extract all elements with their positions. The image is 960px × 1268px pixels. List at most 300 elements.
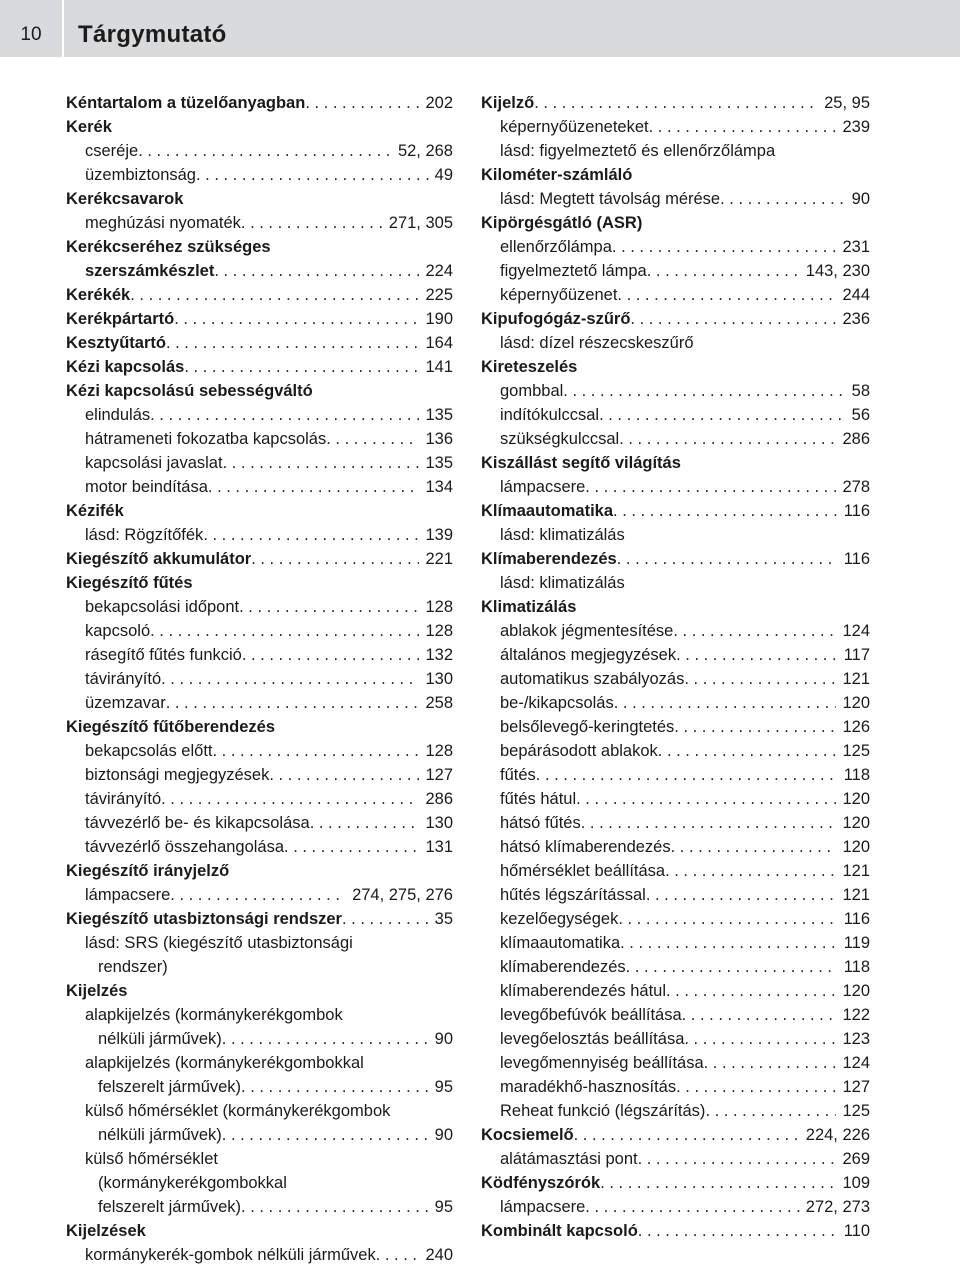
dot-leader	[638, 1219, 838, 1243]
index-entry	[66, 571, 453, 595]
index-term: ellenőrzőlámpa	[500, 238, 612, 256]
dot-leader	[208, 475, 420, 499]
dot-leader	[166, 691, 420, 715]
index-term: alátámasztási pont	[500, 1150, 638, 1168]
dot-leader	[682, 1003, 837, 1027]
index-page-ref: 134	[425, 478, 453, 496]
index-page-ref: 271, 305	[388, 214, 453, 232]
index-entry	[481, 475, 870, 499]
index-entry	[66, 715, 453, 739]
index-term: távvezérlő összehangolása	[85, 838, 285, 856]
index-page-ref: 124	[842, 622, 870, 640]
index-page-ref: 225	[425, 286, 453, 304]
index-term: felszerelt járművek)	[98, 1198, 242, 1216]
index-term: általános megjegyzések	[500, 646, 677, 664]
index-entry	[481, 139, 870, 163]
dot-leader	[184, 355, 419, 379]
page-number: 10	[20, 24, 42, 45]
index-entry	[66, 307, 453, 331]
index-entry	[66, 115, 453, 139]
dot-leader	[676, 1075, 836, 1099]
dot-leader	[620, 931, 838, 955]
dot-leader	[585, 1195, 799, 1219]
index-entry	[481, 907, 870, 931]
index-entry	[481, 523, 870, 547]
index-term: Kijelzések	[66, 1222, 146, 1240]
dot-leader	[241, 1075, 429, 1099]
index-page-ref: 95	[434, 1198, 453, 1216]
index-page-ref: 224, 226	[805, 1126, 870, 1144]
index-term: lásd: SRS (kiegészítő utasbiztonsági	[85, 934, 353, 952]
index-entry	[66, 379, 453, 403]
dot-leader	[649, 115, 837, 139]
dot-leader	[222, 1027, 429, 1051]
dot-leader	[665, 859, 836, 883]
index-page-ref: 25, 95	[824, 94, 870, 112]
index-page-ref: 141	[425, 358, 453, 376]
index-entry	[66, 1195, 453, 1219]
index-term: hátrameneti fokozatba kapcsolás	[85, 430, 327, 448]
index-entry	[481, 1099, 870, 1123]
index-page-ref: 90	[851, 190, 870, 208]
index-term: Kerék	[66, 118, 112, 136]
index-page-ref: 258	[425, 694, 453, 712]
dot-leader	[241, 1195, 429, 1219]
index-entry	[481, 667, 870, 691]
index-entry	[66, 667, 453, 691]
index-entry	[481, 1123, 870, 1147]
index-entry	[481, 283, 870, 307]
dot-leader	[310, 811, 420, 835]
dot-leader	[599, 403, 846, 427]
index-term: szükségkulccsal	[500, 430, 620, 448]
dot-leader	[242, 643, 420, 667]
index-page-ref: 224	[425, 262, 453, 280]
dot-leader	[213, 739, 420, 763]
index-entry	[66, 643, 453, 667]
index-term: fűtés hátul	[500, 790, 577, 808]
index-term: lásd: Megtett távolság mérése	[500, 190, 721, 208]
index-entry	[481, 1195, 870, 1219]
index-entry	[66, 1243, 453, 1267]
index-term: üzemzavar	[85, 694, 166, 712]
dot-leader	[671, 835, 837, 859]
index-page-ref: 135	[425, 406, 453, 424]
index-page-ref: 164	[425, 334, 453, 352]
dot-leader	[376, 1243, 420, 1267]
index-term: Kiegészítő fűtőberendezés	[66, 718, 276, 736]
index-page-ref: 128	[425, 598, 453, 616]
index-term: kormánykerék-gombok nélküli járművek	[85, 1246, 376, 1264]
dot-leader	[617, 283, 836, 307]
index-term: lámpacsere	[500, 1198, 586, 1216]
index-entry	[481, 427, 870, 451]
index-page-ref: 128	[425, 622, 453, 640]
index-term: bekapcsolási időpont	[85, 598, 240, 616]
index-term: Klímaberendezés	[481, 550, 617, 568]
index-page-ref: 118	[843, 958, 870, 976]
index-entry	[66, 475, 453, 499]
index-page-ref: 278	[842, 478, 870, 496]
dot-leader	[150, 403, 419, 427]
index-term: fűtés	[500, 766, 536, 784]
index-term: bekapcsolás előtt	[85, 742, 213, 760]
index-term: kezelőegységek	[500, 910, 619, 928]
index-page-ref: 131	[425, 838, 453, 856]
index-entry	[481, 1171, 870, 1195]
dot-leader	[536, 763, 838, 787]
index-entry	[481, 499, 870, 523]
index-term: indítókulccsal	[500, 406, 600, 424]
index-page-ref: 123	[842, 1030, 870, 1048]
dot-leader	[676, 643, 838, 667]
dot-leader	[614, 691, 837, 715]
index-term: hőmérséklet beállítása	[500, 862, 666, 880]
dot-leader	[630, 307, 836, 331]
index-entry	[66, 235, 453, 259]
index-term: Klímaautomatika	[481, 502, 614, 520]
index-entry	[481, 955, 870, 979]
index-entry	[481, 547, 870, 571]
index-page-ref: 117	[843, 646, 870, 664]
dot-leader	[684, 667, 836, 691]
dot-leader	[720, 187, 846, 211]
index-term: Kipufogógáz-szűrő	[481, 310, 631, 328]
index-term: kapcsolási javaslat	[85, 454, 223, 472]
index-entry	[481, 307, 870, 331]
dot-leader	[150, 619, 419, 643]
index-page-ref: 121	[842, 862, 870, 880]
index-term: Kijelzés	[66, 982, 128, 1000]
index-term: lámpacsere	[85, 886, 171, 904]
index-page-ref: 132	[425, 646, 453, 664]
index-entry	[66, 1003, 453, 1027]
index-entry	[66, 211, 453, 235]
index-entry	[66, 907, 453, 931]
index-page-ref: 202	[425, 94, 453, 112]
index-page-ref: 90	[434, 1126, 453, 1144]
index-term: Kiegészítő irányjelző	[66, 862, 230, 880]
dot-leader	[166, 331, 420, 355]
dot-leader	[170, 883, 346, 907]
index-page-ref: 120	[842, 790, 870, 808]
index-page-ref: 135	[425, 454, 453, 472]
index-term: figyelmeztető lámpa	[500, 262, 647, 280]
index-column-left	[66, 91, 453, 1267]
index-page-ref: 116	[843, 502, 870, 520]
index-page-ref: 286	[425, 790, 453, 808]
index-entry	[481, 619, 870, 643]
index-entry	[66, 139, 453, 163]
dot-leader	[251, 547, 419, 571]
index-entry	[66, 811, 453, 835]
index-entry	[66, 499, 453, 523]
index-term: belsőlevegő-keringtetés	[500, 718, 675, 736]
index-entry	[481, 115, 870, 139]
index-entry	[66, 1147, 453, 1171]
index-entry	[481, 163, 870, 187]
dot-leader	[174, 307, 419, 331]
index-term: Kéntartalom a tüzelőanyagban	[66, 94, 306, 112]
dot-leader	[705, 1099, 836, 1123]
index-page-ref: 90	[434, 1030, 453, 1048]
index-page-ref: 136	[425, 430, 453, 448]
index-term: biztonsági megjegyzések	[85, 766, 270, 784]
index-term: külső hőmérséklet	[85, 1150, 218, 1168]
dot-leader	[674, 715, 836, 739]
index-entry	[66, 763, 453, 787]
index-page-ref: 127	[425, 766, 453, 784]
dot-leader	[585, 475, 836, 499]
index-term: képernyőüzenet	[500, 286, 618, 304]
dot-leader	[563, 379, 845, 403]
index-page-ref: 128	[425, 742, 453, 760]
dot-leader	[326, 427, 419, 451]
index-entry	[66, 883, 453, 907]
index-term: Kerékcseréhez szükséges	[66, 238, 271, 256]
index-entry	[66, 187, 453, 211]
index-term: külső hőmérséklet (kormánykerékgombok	[85, 1102, 391, 1120]
index-term: Kesztyűtartó	[66, 334, 166, 352]
index-entry	[66, 283, 453, 307]
index-entry	[66, 1219, 453, 1243]
index-page-ref: 56	[851, 406, 870, 424]
index-entry	[481, 883, 870, 907]
dot-leader	[581, 811, 837, 835]
index-term: távvezérlő be- és kikapcsolása	[85, 814, 310, 832]
index-term: elindulás	[85, 406, 151, 424]
dot-leader	[203, 523, 419, 547]
dot-leader	[576, 787, 836, 811]
dot-leader	[626, 955, 838, 979]
dot-leader	[618, 907, 837, 931]
index-entry	[481, 331, 870, 355]
index-entry	[481, 1051, 870, 1075]
index-entry	[66, 427, 453, 451]
index-term: lásd: dízel részecskeszűrő	[500, 334, 694, 352]
index-page-ref: 116	[843, 550, 870, 568]
index-term: Kilométer-számláló	[481, 166, 633, 184]
index-term: bepárásodott ablakok	[500, 742, 658, 760]
index-entry	[481, 1147, 870, 1171]
index-entry	[481, 403, 870, 427]
index-entry	[481, 571, 870, 595]
dot-leader	[130, 283, 419, 307]
index-page-ref: 139	[425, 526, 453, 544]
dot-leader	[600, 1171, 836, 1195]
index-page-ref: 49	[434, 166, 453, 184]
dot-leader	[305, 91, 419, 115]
index-entry	[481, 211, 870, 235]
index-entry	[66, 1171, 453, 1195]
page-title: Tárgymutató	[78, 21, 227, 48]
dot-leader	[161, 667, 419, 691]
index-entry	[66, 163, 453, 187]
index-term: be-/kikapcsolás	[500, 694, 614, 712]
index-term: Kézi kapcsolású sebességváltó	[66, 382, 313, 400]
index-term: lásd: Rögzítőfék	[85, 526, 204, 544]
index-entry	[481, 91, 870, 115]
index-column-right	[481, 91, 870, 1243]
index-term: távirányító	[85, 790, 162, 808]
index-entry	[481, 763, 870, 787]
index-page-ref: 119	[843, 934, 870, 952]
index-entry	[66, 691, 453, 715]
dot-leader	[617, 547, 838, 571]
dot-leader	[222, 1123, 429, 1147]
index-entry	[481, 355, 870, 379]
index-page-ref: 127	[842, 1078, 870, 1096]
index-entry	[66, 331, 453, 355]
index-entry	[481, 187, 870, 211]
index-term: rásegítő fűtés funkció	[85, 646, 242, 664]
dot-leader	[673, 619, 836, 643]
index-entry	[481, 811, 870, 835]
index-entry	[481, 1219, 870, 1243]
index-entry	[66, 1123, 453, 1147]
index-entry	[481, 379, 870, 403]
index-term: hűtés légszárítással	[500, 886, 646, 904]
dot-leader	[196, 163, 429, 187]
index-page-ref: 122	[842, 1006, 870, 1024]
index-term: Kipörgésgátló (ASR)	[481, 214, 643, 232]
index-entry	[481, 643, 870, 667]
index-term: Kerékpártartó	[66, 310, 175, 328]
index-page-ref: 274, 275, 276	[352, 886, 453, 904]
index-term: hátsó fűtés	[500, 814, 581, 832]
index-entry	[66, 259, 453, 283]
index-term: kapcsoló	[85, 622, 151, 640]
index-term: alapkijelzés (kormánykerékgombokkal	[85, 1054, 364, 1072]
dot-leader	[342, 907, 429, 931]
index-entry	[481, 835, 870, 859]
index-page-ref: 126	[842, 718, 870, 736]
index-page-ref: 120	[842, 694, 870, 712]
dot-leader	[223, 451, 420, 475]
index-entry	[66, 931, 453, 955]
index-entry	[66, 595, 453, 619]
page-header	[0, 0, 960, 57]
dot-leader	[284, 835, 419, 859]
index-term: automatikus szabályozás	[500, 670, 685, 688]
index-entry	[66, 979, 453, 1003]
index-term: nélküli járművek)	[98, 1126, 222, 1144]
index-entry	[481, 787, 870, 811]
index-page-ref: 120	[842, 814, 870, 832]
index-page-ref: 110	[843, 1222, 870, 1240]
index-page-ref: 116	[843, 910, 870, 928]
index-term: klímaautomatika	[500, 934, 621, 952]
index-term: lásd: klimatizálás	[500, 526, 625, 544]
index-page-ref: 125	[842, 1102, 870, 1120]
index-entry	[481, 859, 870, 883]
index-term: lásd: figyelmeztető és ellenőrzőlámpa	[500, 142, 776, 160]
index-entry	[66, 619, 453, 643]
dot-leader	[646, 883, 837, 907]
index-page-ref: 52, 268	[397, 142, 453, 160]
index-page-ref: 121	[842, 886, 870, 904]
index-term: gombbal	[500, 382, 564, 400]
index-entry	[66, 739, 453, 763]
index-term: maradékhő-hasznosítás	[500, 1078, 677, 1096]
index-entry	[481, 235, 870, 259]
dot-leader	[138, 139, 392, 163]
index-term: üzembiztonság	[85, 166, 196, 184]
index-term: Kiegészítő utasbiztonsági rendszer	[66, 910, 342, 928]
index-page-ref: 35	[434, 910, 453, 928]
index-entry	[66, 547, 453, 571]
index-term: Kombinált kapcsoló	[481, 1222, 638, 1240]
index-term: Kézi kapcsolás	[66, 358, 185, 376]
index-term: Ködfényszórók	[481, 1174, 601, 1192]
index-page-ref: 244	[842, 286, 870, 304]
index-term: Kireteszelés	[481, 358, 578, 376]
index-entry	[481, 739, 870, 763]
index-page-ref: 236	[842, 310, 870, 328]
dot-leader	[161, 787, 419, 811]
index-entry	[66, 1075, 453, 1099]
dot-leader	[619, 427, 836, 451]
dot-leader	[612, 235, 837, 259]
index-term: lásd: klimatizálás	[500, 574, 625, 592]
index-page-ref: 240	[425, 1246, 453, 1264]
index-entry	[66, 1027, 453, 1051]
index-page-ref: 286	[842, 430, 870, 448]
index-page-ref: 231	[842, 238, 870, 256]
dot-leader	[269, 763, 419, 787]
index-term: Kiszállást segítő világítás	[481, 454, 681, 472]
index-term: levegőelosztás beállítása	[500, 1030, 685, 1048]
dot-leader	[613, 499, 838, 523]
dot-leader	[214, 259, 419, 283]
dot-leader	[704, 1051, 837, 1075]
index-page-ref: 121	[842, 670, 870, 688]
index-entry	[481, 451, 870, 475]
index-entry	[66, 355, 453, 379]
dot-leader	[647, 259, 800, 283]
index-term: (kormánykerékgombokkal	[98, 1174, 287, 1192]
index-term: klímaberendezés	[500, 958, 626, 976]
index-page-ref: 120	[842, 982, 870, 1000]
index-term: klímaberendezés hátul	[500, 982, 667, 1000]
index-entry	[481, 1027, 870, 1051]
index-term: levegőbefúvók beállítása	[500, 1006, 682, 1024]
index-entry	[66, 859, 453, 883]
index-entry	[481, 1003, 870, 1027]
dot-leader	[534, 91, 818, 115]
index-term: képernyőüzeneteket	[500, 118, 649, 136]
index-term: Kiegészítő akkumulátor	[66, 550, 252, 568]
index-page-ref: 130	[425, 670, 453, 688]
index-term: felszerelt járművek)	[98, 1078, 242, 1096]
index-term: Kerékék	[66, 286, 131, 304]
index-page-ref: 143, 230	[805, 262, 870, 280]
dot-leader	[684, 1027, 836, 1051]
header-divider	[62, 0, 64, 57]
index-entry	[481, 931, 870, 955]
index-entry	[66, 1099, 453, 1123]
index-term: levegőmennyiség beállítása	[500, 1054, 704, 1072]
index-entry	[481, 691, 870, 715]
dot-leader	[574, 1123, 800, 1147]
index-term: Kocsiemelő	[481, 1126, 574, 1144]
index-page-ref: 109	[842, 1174, 870, 1192]
dot-leader	[658, 739, 837, 763]
index-page-ref: 130	[425, 814, 453, 832]
index-entry	[66, 403, 453, 427]
index-page-ref: 239	[842, 118, 870, 136]
index-term: alapkijelzés (kormánykerékgombok	[85, 1006, 343, 1024]
